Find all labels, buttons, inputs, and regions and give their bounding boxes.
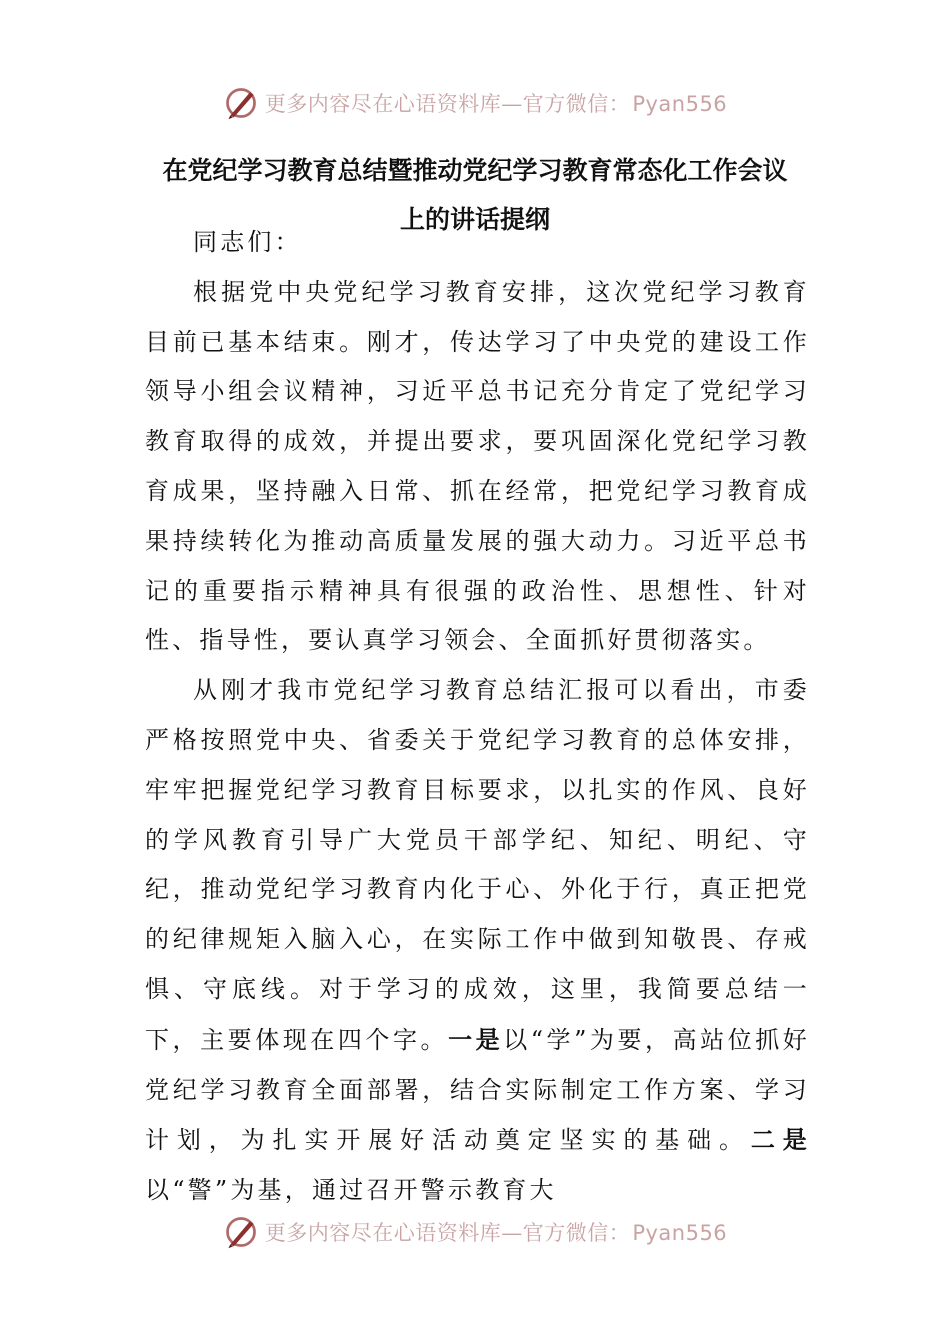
document-body bbox=[145, 218, 810, 1216]
point-two-label: 二是 bbox=[750, 1125, 810, 1155]
paragraph-2-intro: 从刚才我市党纪学习教育总结汇报可以看出，市委严格按照党中央、省委关于党纪学习教育的总体安排，牢牢把握党纪学习教育目标要求，以扎实的作风、良好的学风教育引导广大党员干部学纪、知纪、明纪、守纪，推动党纪学习教育内化于心、外化于行，真正把党的纪律规矩入脑入心，在实际工作中做到知敬畏、存戒惧、守底线。对于学习的成效，这里，我简要总结一下，主要体现在四个字。 bbox=[145, 676, 810, 1054]
paragraph-1: 根据党中央党纪学习教育安排，这次党纪学习教育目前已基本结束。刚才，传达学习了中央党的建设工作领导小组会议精神，习近平总书记充分肯定了党纪学习教育取得的成效，并提出要求，要巩固深化党纪学习教育成果，坚持融入日常、抓在经常，把党纪学习教育成果持续转化为推动高质量发展的强大动力。习近平总书记的重要指示精神具有很强的政治性、思想性、针对性、指导性，要认真学习领会、全面抓好贯彻落实。 bbox=[145, 277, 810, 655]
pen-logo-icon bbox=[223, 1214, 259, 1250]
point-one-label: 一是 bbox=[448, 1024, 504, 1054]
watermark-text: 更多内容尽在心语资料库—官方微信：Pyan556 bbox=[264, 1221, 728, 1245]
watermark-text: 更多内容尽在心语资料库—官方微信：Pyan556 bbox=[264, 92, 728, 116]
paragraph-2 bbox=[145, 666, 810, 1216]
pen-logo-icon bbox=[223, 85, 259, 121]
document-title-line-2: 上的讲话提纲 bbox=[399, 205, 550, 234]
point-one-text: 以“学”为要，高站位抓好党纪学习教育全面部署，结合实际制定工作方案、学习计划，为扎实开展好活动奠定坚实的基础。 bbox=[145, 1025, 810, 1155]
greeting: 同志们： bbox=[193, 228, 302, 256]
watermark-footer bbox=[0, 1210, 950, 1254]
watermark-header bbox=[0, 81, 950, 125]
point-two-text: 以“警”为基，通过召开警示教育大 bbox=[145, 1176, 557, 1205]
document-title-line-1: 在党纪学习教育总结暨推动党纪学习教育常态化工作会议 bbox=[162, 156, 788, 185]
